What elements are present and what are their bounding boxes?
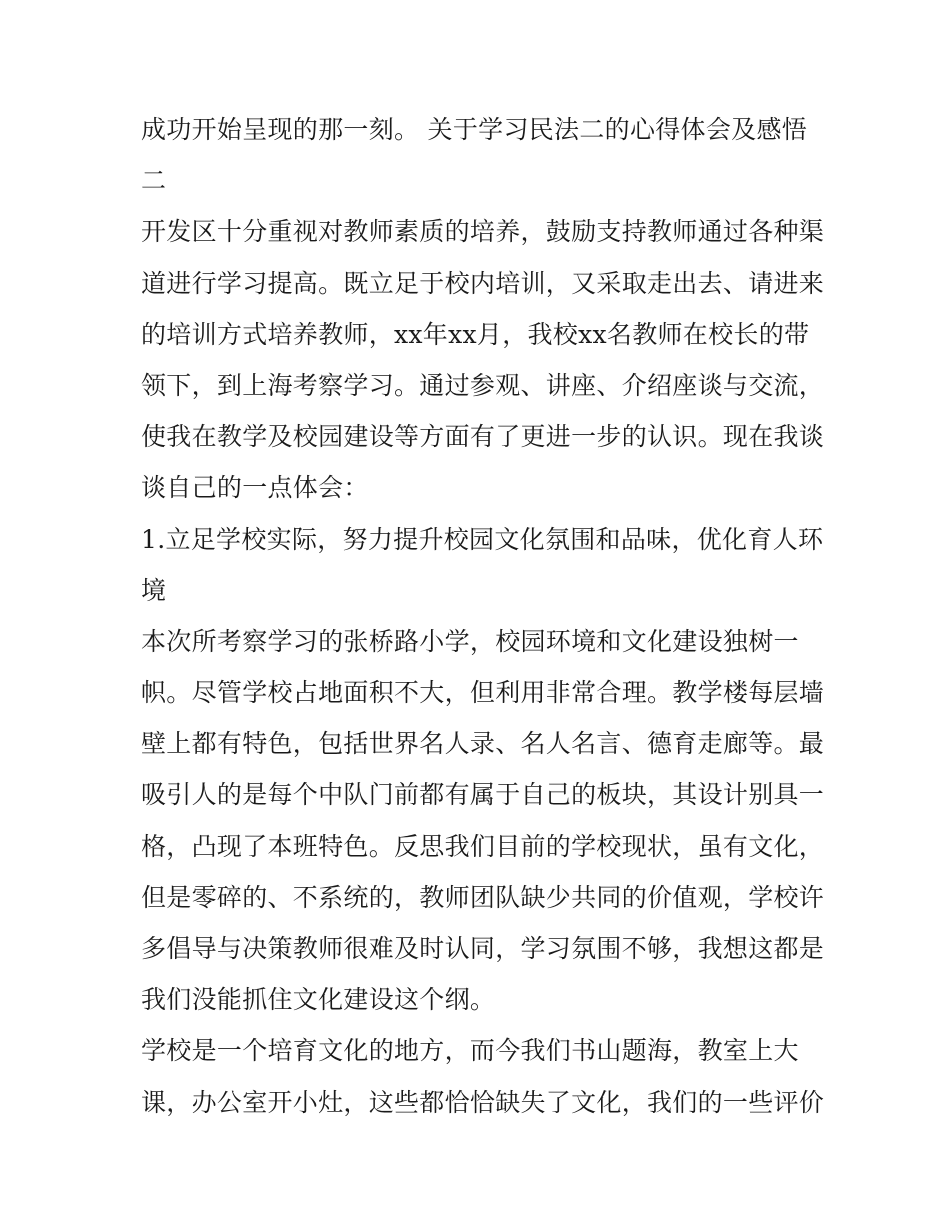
text-line: 道进行学习提高。既立足于校内培训，又采取走出去、请进来 (141, 268, 825, 298)
text-line: 我们没能抓住文化建设这个纲。 (141, 985, 496, 1015)
text-line: 开发区十分重视对教师素质的培养，鼓励支持教师通过各种渠 (141, 217, 825, 247)
text-line: 课，办公室开小灶，这些都恰恰缺失了文化，我们的一些评价 (141, 1087, 825, 1117)
text-line: 多倡导与决策教师很难及时认同，学习氛围不够，我想这都是 (141, 934, 825, 963)
text-line: 格，凸现了本班特色。反思我们目前的学校现状，虽有文化， (141, 831, 825, 861)
text-line: 1.立足学校实际，努力提升校园文化氛围和品味，优化育人环 (141, 524, 824, 554)
text-line: 使我在教学及校园建设等方面有了更进一步的认识。现在我谈 (141, 422, 825, 452)
text-line: 壁上都有特色，包括世界名人录、名人名言、德育走廊等。最 (141, 729, 825, 759)
text-line: 境 (141, 575, 167, 605)
text-line: 学校是一个培育文化的地方，而今我们书山题海，教室上大 (141, 1036, 799, 1066)
text-line: 二 (141, 166, 167, 196)
document-body (141, 104, 825, 1128)
text-line: 的培训方式培养教师，xx年xx月，我校xx名教师在校长的带 (141, 319, 810, 349)
text-line: 成功开始呈现的那一刻。 关于学习民法二的心得体会及感悟 (141, 115, 808, 144)
text-line: 谈自己的一点体会： (141, 473, 369, 503)
text-line: 吸引人的是每个中队门前都有属于自己的板块，其设计别具一 (141, 780, 825, 810)
text-line: 领下，到上海考察学习。通过参观、讲座、介绍座谈与交流， (141, 370, 825, 400)
text-line: 但是零碎的、不系统的，教师团队缺少共同的价值观，学校许 (141, 882, 825, 912)
text-line: 本次所考察学习的张桥路小学，校园环境和文化建设独树一 (141, 626, 799, 656)
text-line: 帜。尽管学校占地面积不大，但利用非常合理。教学楼每层墙 (141, 678, 825, 708)
